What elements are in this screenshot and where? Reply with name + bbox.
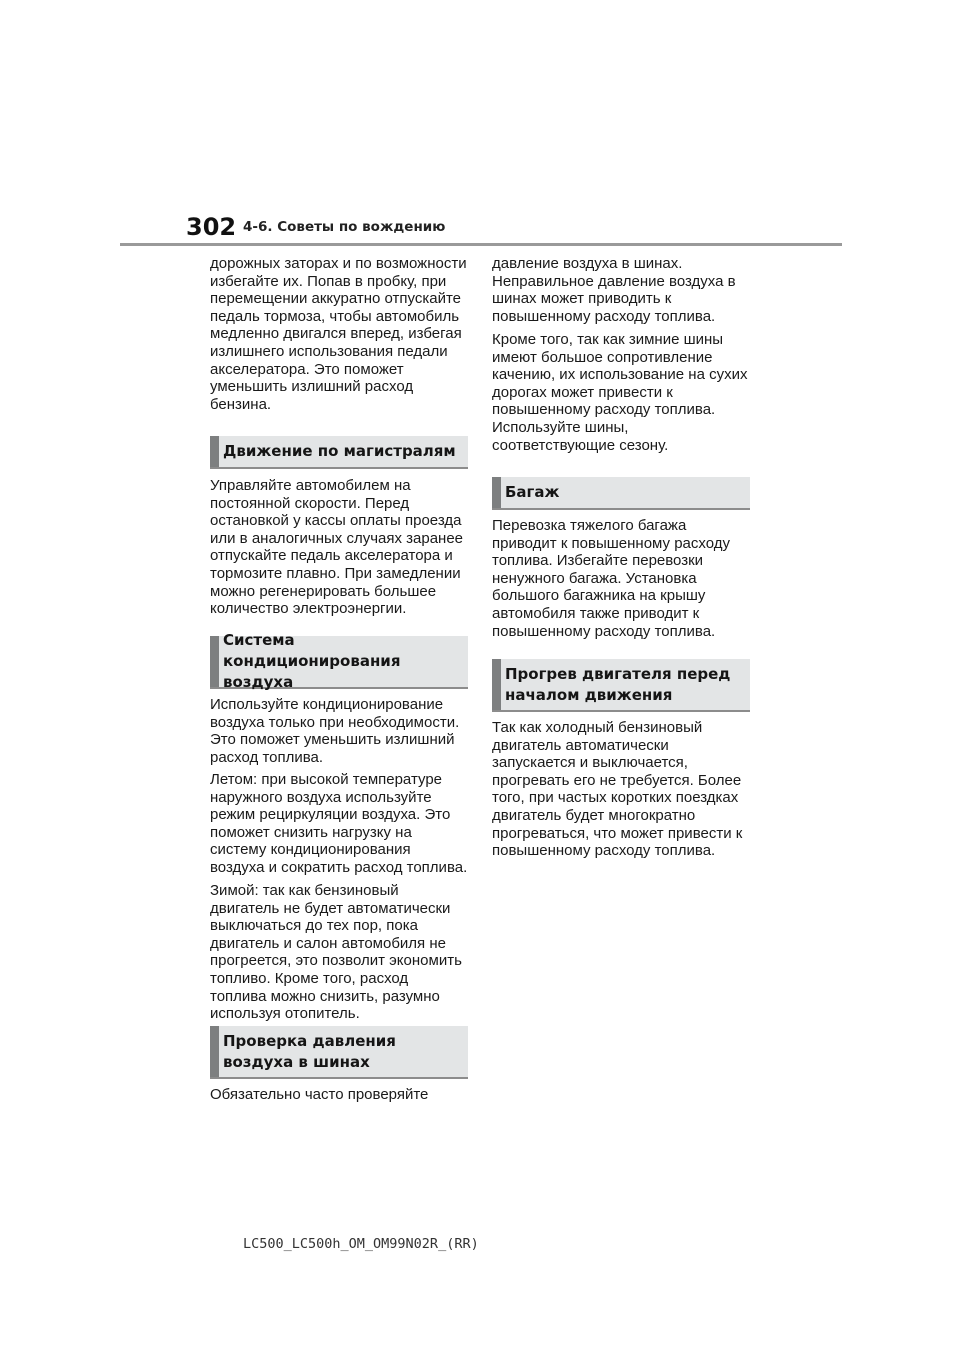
header-rule — [120, 243, 842, 246]
heading-bar — [210, 436, 219, 467]
left-paragraph-3-block — [210, 696, 468, 766]
right-paragraph-2-block — [492, 331, 750, 454]
heading-text: Проверка давления воздуха в шинах — [223, 1031, 396, 1071]
left-paragraph-1-block — [210, 255, 468, 413]
page-number: 302 — [186, 213, 237, 241]
heading-highway-driving — [210, 436, 468, 469]
right-paragraph-1: давление воздуха в шинах. Неправильное давление воздуха в шинах может приводить к повышенному расходу топлива. — [492, 255, 736, 325]
heading-luggage — [492, 477, 750, 510]
heading-bar — [492, 477, 501, 508]
heading-text: Прогрев двигателя перед началом движения — [505, 664, 731, 704]
heading-text: Движение по магистралям — [223, 442, 456, 460]
footer-document-code: LC500_LC500h_OM_OM99N02R_(RR) — [243, 1236, 479, 1252]
left-paragraph-5-block — [210, 882, 468, 1023]
left-paragraph-2: Управляйте автомобилем на постоянной скорости. Перед остановкой у кассы оплаты проезда или в аналогичных случаях заранее отпускайте педаль акселератора и тормозите плавно. При замедлении можно регенерировать большее количество электроэнергии. — [210, 477, 464, 618]
heading-bar — [210, 636, 219, 687]
left-paragraph-2-block — [210, 477, 468, 618]
left-paragraph-6-block — [210, 1086, 468, 1104]
left-paragraph-4-block — [210, 771, 468, 877]
right-paragraph-4-block — [492, 719, 750, 860]
left-paragraph-1: дорожных заторах и по возможности избегайте их. Попав в пробку, при перемещении аккуратно отпускайте педаль тормоза, чтобы автомобиль медленно двигался вперед, избегая излишнего использования педали акселератора. Это поможет уменьшить излишний расход бензина. — [210, 255, 467, 413]
left-paragraph-3: Используйте кондиционирование воздуха только при необходимости. Это поможет уменьшить излишний расход топлива. — [210, 696, 460, 766]
heading-air-conditioning — [210, 631, 468, 691]
left-paragraph-4: Летом: при высокой температуре наружного воздуха используйте режим рециркуляции воздуха. Это поможет снизить нагрузку на систему кондиционирования воздуха и сократить расход топлива. — [210, 771, 468, 876]
heading-text: Система кондиционирования воздуха — [223, 631, 401, 691]
left-paragraph-6: Обязательно часто проверяйте — [210, 1086, 429, 1103]
right-paragraph-4: Так как холодный бензиновый двигатель автоматически запускается и выключается, прогревать его не требуется. Более того, при частых коротких поездках двигатель будет многократно прогреваться, что может привести к повышенному расходу топлива. — [492, 719, 743, 860]
right-paragraph-2: Кроме того, так как зимние шины имеют большое сопротивление качению, их использование на сухих дорогах может привести к повышенному расходу топлива. Используйте шины, соответствующие сезону. — [492, 331, 748, 454]
right-paragraph-3-block — [492, 517, 750, 640]
heading-engine-warmup — [492, 659, 750, 712]
right-paragraph-1-block — [492, 255, 750, 325]
heading-bar — [210, 1026, 219, 1077]
heading-bar — [492, 659, 501, 710]
left-paragraph-5: Зимой: так как бензиновый двигатель не будет автоматически выключаться до тех пор, пока двигатель и салон автомобиля не прогреется, это позволит экономить топливо. Кроме того, расход топлива можно снизить, разумно используя отопитель. — [210, 882, 462, 1023]
section-title: 4-6. Советы по вождению — [243, 219, 446, 235]
heading-tire-pressure — [210, 1026, 468, 1079]
heading-text: Багаж — [505, 483, 560, 501]
right-paragraph-3: Перевозка тяжелого багажа приводит к повышенному расходу топлива. Избегайте перевозки ненужного багажа. Установка большого багажника на крышу автомобиля также приводит к повышенному расходу топлива. — [492, 517, 730, 640]
